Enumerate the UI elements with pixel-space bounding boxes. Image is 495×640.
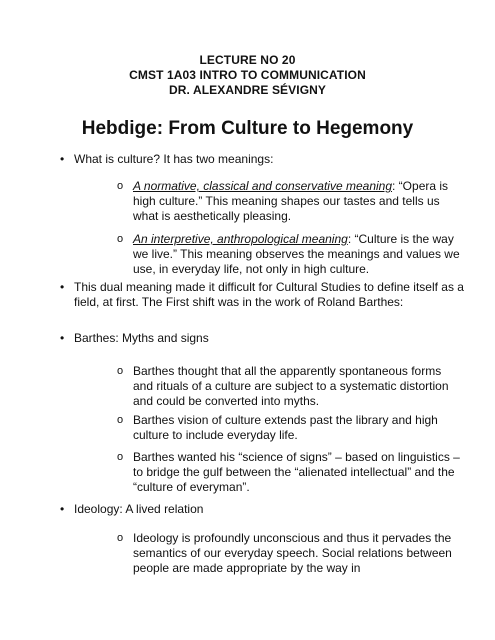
sub-bullet-text: Barthes wanted his “science of signs” – based on linguistics – to bridge the gulf between the “alienated intellectual” and the “culture of everyman”. bbox=[133, 450, 460, 494]
page-title: Hebdige: From Culture to Hegemony bbox=[81, 118, 414, 139]
sub-bullet-text bbox=[133, 179, 460, 224]
bullet-marker: • bbox=[60, 152, 65, 166]
sub-bullet-text: Ideology is profoundly unconscious and thus it pervades the semantics of our everyday speech. Social relations between people are made appropriate by the way in bbox=[133, 531, 452, 575]
bullet-marker: • bbox=[60, 331, 65, 345]
bullet-text: What is culture? It has two meanings: bbox=[74, 152, 274, 166]
bullet-text: Ideology: A lived relation bbox=[74, 502, 204, 516]
sub-bullet-marker: o bbox=[117, 414, 124, 426]
sub-bullet-text: Barthes thought that all the apparently spontaneous forms and rituals of a culture are subject to a systematic distortion and could be converted into myths. bbox=[133, 364, 449, 408]
instructor-name: DR. ALEXANDRE SÉVIGNY bbox=[168, 83, 326, 97]
sub-bullet-marker: o bbox=[117, 532, 124, 544]
bullet-marker: • bbox=[60, 502, 65, 516]
course-title: CMST 1A03 INTRO TO COMMUNICATION bbox=[129, 68, 366, 82]
definition-text: : “Opera is high culture.” This meaning shapes our tastes and tells us what is aesthetically pleasing. bbox=[133, 179, 449, 223]
sub-bullet-marker: o bbox=[117, 180, 124, 192]
sub-bullet-text bbox=[133, 232, 460, 277]
bullet-text: Barthes: Myths and signs bbox=[74, 331, 209, 345]
term-normative-meaning: A normative, classical and conservative meaning bbox=[133, 179, 393, 193]
definition-text: : “Culture is the way we live.” This meaning observes the meanings and values we use, in everyday life, not only in high culture. bbox=[133, 232, 460, 276]
sub-bullet-text: Barthes vision of culture extends past the library and high culture to include everyday life. bbox=[133, 413, 438, 442]
lecture-number: LECTURE NO 20 bbox=[199, 53, 296, 67]
sub-bullet-marker: o bbox=[117, 451, 124, 463]
bullet-text: This dual meaning made it difficult for Cultural Studies to define itself as a field, at first. The First shift was in the work of Roland Barthes: bbox=[74, 280, 464, 309]
sub-bullet-marker: o bbox=[117, 365, 124, 377]
term-interpretive-meaning: An interpretive, anthropological meaning bbox=[133, 232, 348, 246]
sub-bullet-marker: o bbox=[117, 233, 124, 245]
bullet-marker: • bbox=[60, 280, 65, 294]
